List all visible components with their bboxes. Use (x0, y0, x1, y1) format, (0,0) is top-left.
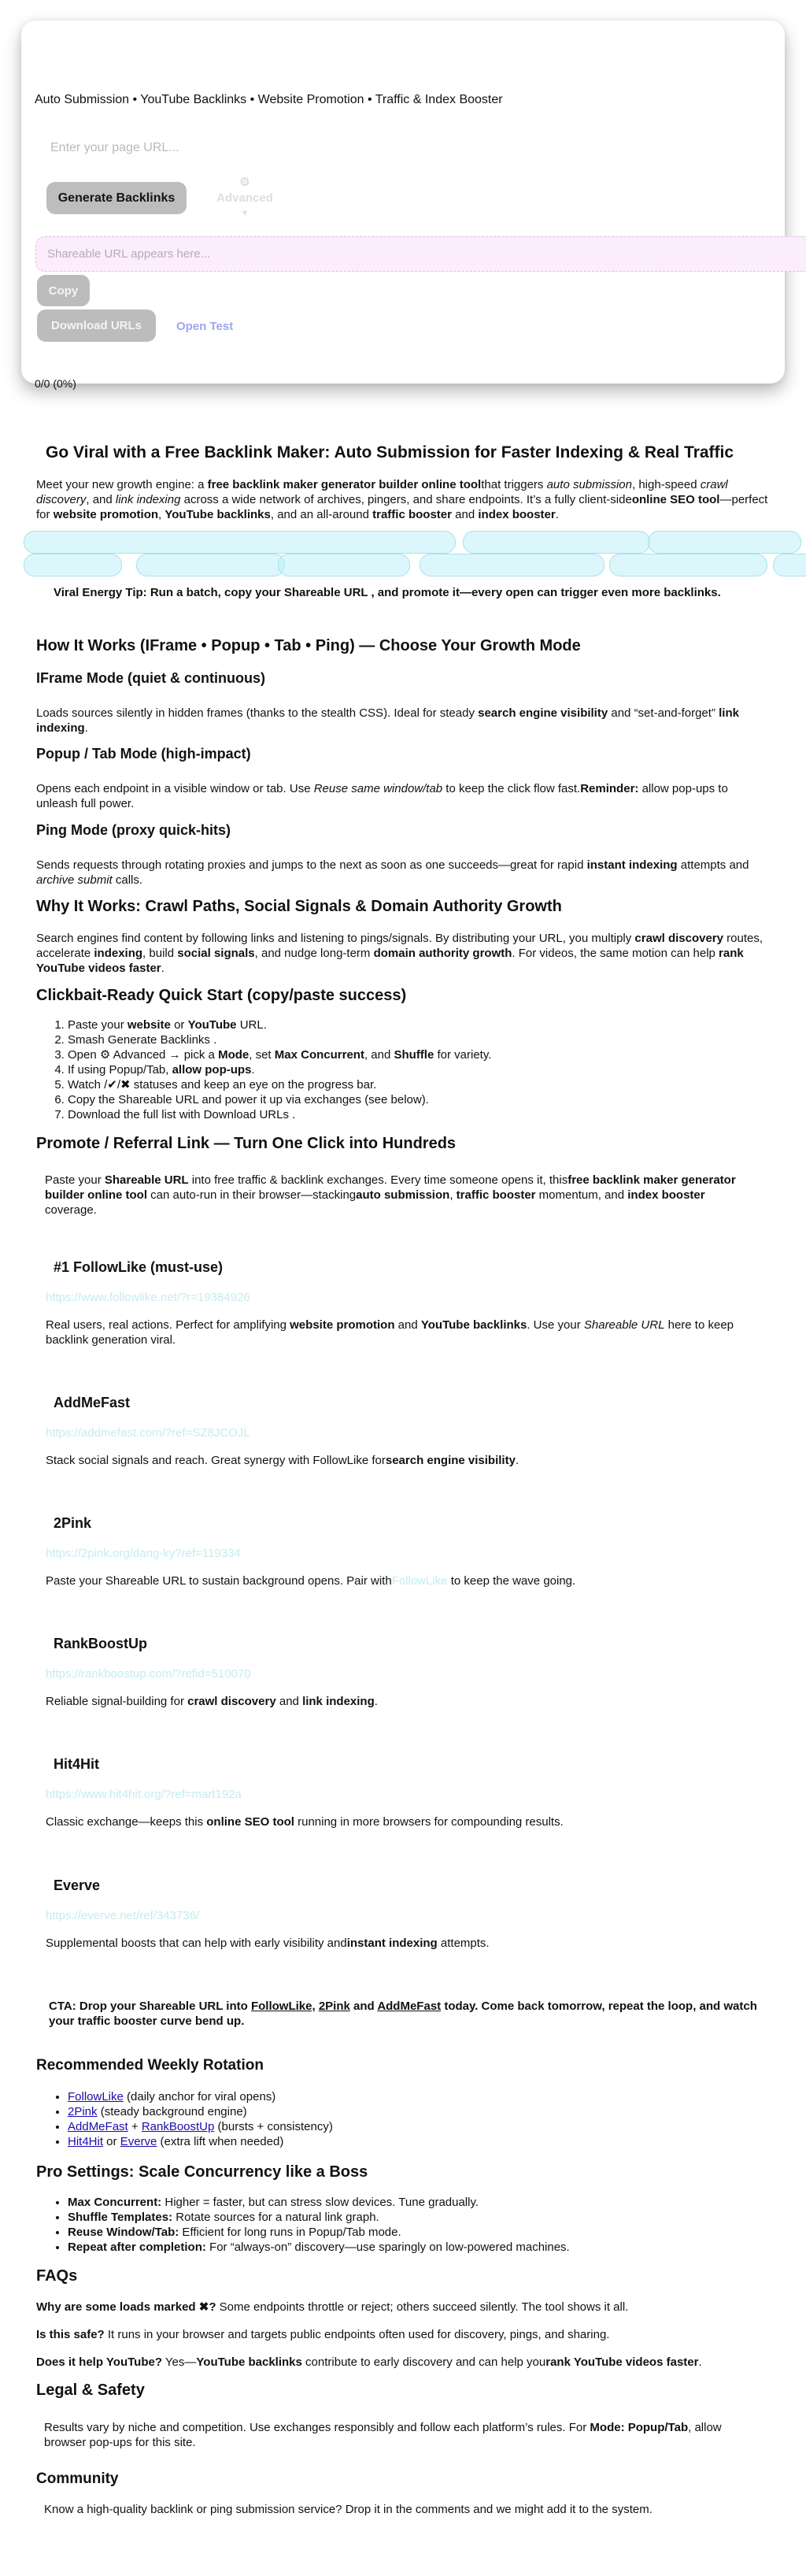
legal-body (44, 2420, 752, 2450)
exchange-title: Hit4Hit (54, 1756, 99, 1772)
exchange-title: #1 FollowLike (must-use) (54, 1259, 224, 1275)
progress-text: 0/0 (0%) (35, 377, 76, 390)
bold-text: YouTube (187, 1018, 237, 1032)
exchange-link[interactable]: FollowLike (68, 2090, 124, 2103)
exchange-description (46, 1936, 762, 1951)
why-it-works-title: Why It Works: Crawl Paths, Social Signals & Domain Authority Growth (36, 898, 562, 915)
keyword-pill[interactable] (648, 531, 801, 554)
text-run: Paste your Shareable URL to sustain background opens. Pair with (46, 1574, 392, 1588)
bold-text: Shuffle Templates: (68, 2211, 173, 2224)
text-run: attempts. (437, 1937, 490, 1950)
text-run: Paste your (68, 1018, 128, 1032)
list-item (68, 1032, 768, 1047)
bold-text: link indexing (36, 706, 739, 735)
exchange-url-link[interactable]: https://rankboostup.com/?refid=510070 (46, 1667, 251, 1681)
text-run: and power it up via exchanges (see below). (202, 1093, 429, 1106)
bold-text: instant indexing (586, 858, 678, 872)
exchange-link[interactable]: RankBoostUp (141, 2120, 215, 2133)
legal-title: Legal & Safety (36, 2381, 145, 2399)
exchange-title: AddMeFast (54, 1395, 131, 1410)
exchange-url-link[interactable]: https://everve.net/ref/343736/ (46, 1909, 200, 1922)
text-run: It runs in your browser and targets public endpoints often used for discovery, pings, and sharing. (104, 2328, 610, 2341)
text-run: Higher = faster, but can stress slow devices. Tune gradually. (161, 2196, 479, 2209)
exchange-url-link[interactable]: https://addmefast.com/?ref=SZ8JCOJL (46, 1426, 250, 1440)
bold-text: instant indexing (346, 1937, 438, 1950)
text-run: (steady background engine) (97, 2105, 247, 2118)
italic-text: auto submission (546, 478, 632, 491)
exchange-url-link[interactable]: https://www.followlike.net/?r=19384926 (46, 1291, 250, 1304)
text-run: . (213, 1033, 217, 1047)
quick-start-title: Clickbait-Ready Quick Start (copy/paste success) (36, 987, 407, 1004)
bold-text: Reuse Window/Tab: (68, 2226, 179, 2239)
faq-title: FAQs (36, 2267, 78, 2285)
text-run: to keep the click flow fast. (442, 782, 581, 795)
text-run: Sends requests through rotating proxies and jumps to the next as soon as one succeeds—great for rapid (36, 858, 587, 872)
mode-body-popup-tab (36, 781, 768, 811)
text-run: . Use your (527, 1318, 584, 1332)
keyword-pill[interactable] (420, 554, 604, 576)
bold-text: free backlink maker generator builder online tool (207, 478, 482, 491)
list-item (68, 1107, 768, 1122)
faq-item (36, 2327, 768, 2342)
text-run: across a wide network of archives, pingers, and share endpoints. It’s a fully client-side (180, 493, 632, 506)
tool-tagline: Auto Submission • YouTube Backlinks • Website Promotion • Traffic & Index Booster (35, 93, 503, 106)
quick-start-steps (36, 1017, 768, 1122)
text-run: Real users, real actions. Perfect for amplifying (46, 1318, 290, 1332)
keyword-pill[interactable] (24, 531, 456, 554)
text-run: Shareable URL (118, 1093, 202, 1106)
italic-text: archive submit (36, 873, 113, 887)
text-run: can auto-run in their browser—stacking (147, 1188, 357, 1202)
text-run: Opens each endpoint in a visible window or tab. Use (36, 782, 314, 795)
keyword-pill[interactable] (278, 554, 410, 576)
text-run: , and an all-around (270, 508, 373, 521)
text-run: running in more browsers for compounding results. (294, 1815, 564, 1829)
list-item (68, 2240, 768, 2255)
text-run: , allow browser pop-ups for this site. (44, 2421, 722, 2449)
text-run: Reliable signal-building for (46, 1695, 188, 1708)
keyword-pill[interactable] (24, 554, 122, 576)
exchange-link[interactable]: 2Pink (318, 2000, 350, 2013)
advanced-label: ⚙ Advanced (216, 176, 273, 205)
text-run: (daily anchor for viral opens) (123, 2090, 276, 2103)
faq-item (36, 2355, 768, 2370)
promote-intro (45, 1173, 753, 1218)
bold-text: YouTube backlinks (420, 1318, 527, 1332)
bold-text: domain authority growth (373, 947, 512, 960)
exchange-title: RankBoostUp (54, 1636, 148, 1651)
text-run: . (698, 2355, 702, 2369)
text-run: Stack social signals and reach. Great synergy with FollowLike for (46, 1454, 386, 1467)
text-run: Download URLs (203, 1108, 293, 1121)
faq-item (36, 2300, 768, 2315)
bold-text: Shareable URL (104, 1173, 189, 1187)
text-run: → pick a (168, 1048, 219, 1062)
exchange-link[interactable]: 2Pink (68, 2105, 98, 2118)
exchange-url-link[interactable]: https://www.hit4hit.org/?ref=mart192a (46, 1788, 242, 1801)
text-run: Viral Energy Tip: Run a batch, copy your (54, 586, 284, 599)
text-run: Shareable URL (283, 586, 368, 599)
list-item (68, 2225, 768, 2240)
text-run: for variety. (434, 1048, 492, 1062)
mode-title-popup-tab: Popup / Tab Mode (high-impact) (36, 746, 251, 762)
advanced-toggle[interactable] (213, 175, 276, 219)
hero-intro (36, 477, 768, 522)
list-item (68, 1047, 768, 1062)
bold-text: Mode (218, 1048, 250, 1062)
bold-text: website promotion (290, 1318, 395, 1332)
text-run: Generate Backlinks (107, 1033, 214, 1047)
rotation-title: Recommended Weekly Rotation (36, 2057, 264, 2074)
text-run: or (103, 2135, 120, 2148)
bold-text: YouTube backlinks (196, 2355, 302, 2369)
exchange-description (46, 1814, 762, 1829)
text-run: and (275, 1695, 303, 1708)
bold-text: auto submission (356, 1188, 450, 1202)
bold-text: social signals (177, 947, 255, 960)
text-run: to keep the wave going. (447, 1574, 576, 1588)
exchange-description (46, 1694, 762, 1709)
exchange-link[interactable]: AddMeFast (377, 2000, 442, 2013)
exchange-description (46, 1318, 762, 1347)
mode-body-iframe (36, 706, 768, 736)
text-run: and “set-and-forget” (608, 706, 719, 720)
download-urls-button[interactable]: Download URLs (37, 309, 156, 342)
list-item (68, 1077, 768, 1092)
bold-text: YouTube backlinks (165, 508, 271, 521)
mode-title-iframe: IFrame Mode (quiet & continuous) (36, 670, 265, 686)
bold-text: indexing (94, 947, 143, 960)
text-run: Rotate sources for a natural link graph. (172, 2211, 379, 2224)
text-run: . (161, 962, 165, 975)
text-run: . (251, 1063, 255, 1077)
bold-text: allow pop-ups (172, 1063, 252, 1077)
text-run: attempts and (677, 858, 749, 872)
bold-text: traffic booster (372, 508, 452, 521)
text-run: and (451, 508, 479, 521)
bold-text: Shuffle (394, 1048, 434, 1062)
text-run: contribute to early discovery and can help you (301, 2355, 546, 2369)
list-item (68, 2104, 768, 2119)
bold-text: Reminder: (580, 782, 639, 795)
text-run: today. Come back tomorrow, repeat the loop, and watch your traffic booster curve bend up. (49, 2000, 757, 2028)
pro-settings-list (36, 2195, 768, 2255)
text-run: (extra lift when needed) (157, 2135, 284, 2148)
text-run: , and nudge long-term (254, 947, 374, 960)
text-run: Paste your (45, 1173, 105, 1187)
copy-button[interactable]: Copy (37, 275, 90, 306)
bold-text: search engine visibility (478, 706, 608, 720)
keyword-pill[interactable] (773, 554, 806, 576)
bold-text: index booster (478, 508, 556, 521)
text-run: . (84, 721, 88, 735)
text-run: . (374, 1695, 378, 1708)
keyword-pill-row (36, 531, 768, 576)
bold-text: rank YouTube videos faster (36, 947, 744, 975)
bold-text: Is this safe? (36, 2328, 105, 2341)
bold-text: index booster (627, 1188, 705, 1202)
text-run: Classic exchange—keeps this (46, 1815, 207, 1829)
why-it-works-body (36, 931, 768, 976)
list-item (68, 2119, 768, 2134)
text-run: momentum, and (535, 1188, 628, 1202)
text-run: —perfect for (36, 493, 768, 521)
text-run: , and promote it—every open can trigger even more backlinks. (368, 586, 721, 599)
text-run: allow pop-ups to unleash full power. (36, 782, 728, 810)
text-run: . For videos, the same motion can help (512, 947, 719, 960)
inline-link[interactable]: FollowLike (391, 1574, 448, 1588)
text-run: routes, accelerate (36, 932, 763, 960)
text-run: and (394, 1318, 421, 1332)
chevron-down-icon: ▼ (240, 209, 250, 218)
keyword-pill[interactable] (609, 554, 767, 576)
bold-text: online SEO tool (206, 1815, 294, 1829)
backlink-tool-card (21, 20, 785, 390)
bold-text: crawl discovery (634, 932, 723, 945)
italic-text: crawl discovery (36, 478, 728, 506)
rotation-list (36, 2089, 768, 2149)
keyword-pill[interactable] (463, 531, 650, 554)
text-run: Yes— (162, 2355, 197, 2369)
text-run: , and (86, 493, 116, 506)
text-run: , high-speed (632, 478, 701, 491)
text-run: Smash (68, 1033, 108, 1047)
bold-text: online SEO tool (631, 493, 720, 506)
text-run: . (515, 1454, 519, 1467)
list-item (68, 2195, 768, 2210)
text-run: Copy the (68, 1093, 119, 1106)
text-run: coverage. (45, 1203, 97, 1217)
mode-body-ping (36, 858, 768, 888)
pro-settings-title: Pro Settings: Scale Concurrency like a Boss (36, 2163, 368, 2181)
bold-text: website promotion (53, 508, 159, 521)
text-run: For “always-on” discovery—use sparingly on low-powered machines. (205, 2241, 570, 2254)
text-run: calls. (112, 873, 143, 887)
text-run: , set (249, 1048, 275, 1062)
bold-text: free backlink maker generator builder online tool (45, 1173, 736, 1202)
cta-text (49, 1999, 757, 2029)
community-title: Community (36, 2470, 119, 2487)
text-run: Results vary by niche and competition. Use exchanges responsibly and follow each platform’s rules. For (44, 2421, 590, 2434)
italic-text: Shareable URL (583, 1318, 665, 1332)
bold-text: Why are some loads marked ✖? (36, 2300, 216, 2314)
list-item (68, 1017, 768, 1032)
text-run: or (170, 1018, 188, 1032)
bold-text: traffic booster (456, 1188, 536, 1202)
bold-text: Max Concurrent: (68, 2196, 162, 2209)
text-run: Watch /✔/✖ statuses and keep an eye on the progress bar. (68, 1078, 377, 1092)
text-run: Loads sources silently in hidden frames (thanks to the stealth CSS). Ideal for steady (36, 706, 479, 720)
text-run: into free traffic & backlink exchanges. Every time someone opens it, this (188, 1173, 568, 1187)
text-run: here to keep backlink generation viral. (46, 1318, 734, 1347)
text-run: Meet your new growth engine: a (36, 478, 208, 491)
exchange-link[interactable]: FollowLike, (250, 2000, 316, 2013)
list-item (68, 1062, 768, 1077)
page-url-input[interactable] (37, 131, 431, 165)
text-run: that triggers (481, 478, 547, 491)
exchange-title: Everve (54, 1877, 101, 1893)
text-run: + (128, 2120, 142, 2133)
bold-text: rank YouTube videos faster (545, 2355, 699, 2369)
italic-text: Reuse same window/tab (313, 782, 443, 795)
text-run: Some endpoints throttle or reject; others succeed silently. The tool shows it all. (216, 2300, 629, 2314)
text-run: , (449, 1188, 457, 1202)
bold-text: link indexing (302, 1695, 375, 1708)
bold-text: Mode: Popup/Tab (590, 2421, 689, 2434)
exchange-title: 2Pink (54, 1515, 92, 1531)
bold-text: crawl discovery (187, 1695, 276, 1708)
hero-title: Go Viral with a Free Backlink Maker: Auto Submission for Faster Indexing & Real Traffic (46, 443, 734, 461)
exchange-description (46, 1573, 762, 1588)
exchange-link[interactable]: Everve (120, 2135, 157, 2148)
text-run: Efficient for long runs in Popup/Tab mode. (179, 2226, 401, 2239)
generate-backlinks-button[interactable]: Generate Backlinks (46, 182, 187, 214)
promote-title: Promote / Referral Link — Turn One Click into Hundreds (36, 1135, 457, 1152)
italic-text: link indexing (115, 493, 181, 506)
how-it-works-title: How It Works (IFrame • Popup • Tab • Ping) — Choose Your Growth Mode (36, 637, 581, 654)
text-run: Supplemental boosts that can help with early visibility and (46, 1937, 347, 1950)
text-run: , (158, 508, 165, 521)
viral-tip (54, 585, 762, 600)
text-run: CTA: Drop your Shareable URL into (49, 2000, 251, 2013)
text-run: (bursts + consistency) (214, 2120, 333, 2133)
keyword-pill[interactable] (136, 554, 285, 576)
list-item (68, 2210, 768, 2225)
text-run: and (349, 2000, 378, 2013)
shareable-url-field[interactable] (35, 236, 806, 272)
text-run: Search engines find content by following links and listening to pings/signals. By distributing your URL, you multiply (36, 932, 635, 945)
text-run: . (555, 508, 559, 521)
text-run: If using Popup/Tab, (68, 1063, 172, 1077)
text-run: , and (364, 1048, 394, 1062)
exchange-link[interactable]: AddMeFast (68, 2120, 128, 2133)
list-item (68, 2089, 768, 2104)
bold-text: search engine visibility (385, 1454, 516, 1467)
exchange-url-link[interactable]: https://2pink.org/dang-ky?ref=119334 (46, 1547, 241, 1560)
text-run: Download the full list with (68, 1108, 204, 1121)
text-run: URL. (236, 1018, 267, 1032)
exchange-link[interactable]: Hit4Hit (68, 2135, 104, 2148)
community-body: Know a high-quality backlink or ping submission service? Drop it in the comments and we might add it to the system. (44, 2503, 653, 2516)
bold-text: Repeat after completion: (68, 2241, 206, 2254)
mode-title-ping: Ping Mode (proxy quick-hits) (36, 822, 231, 838)
text-run: Open (68, 1048, 100, 1062)
text-run: ⚙ Advanced (99, 1048, 169, 1062)
text-run: . (292, 1108, 296, 1121)
text-run: , build (142, 947, 178, 960)
bold-text: website (127, 1018, 171, 1032)
bold-text: Max Concurrent (274, 1048, 364, 1062)
exchange-description (46, 1453, 762, 1468)
bold-text: Does it help YouTube? (36, 2355, 163, 2369)
open-test-link[interactable]: Open Test (176, 320, 234, 333)
list-item (68, 1092, 768, 1107)
list-item (68, 2134, 768, 2149)
